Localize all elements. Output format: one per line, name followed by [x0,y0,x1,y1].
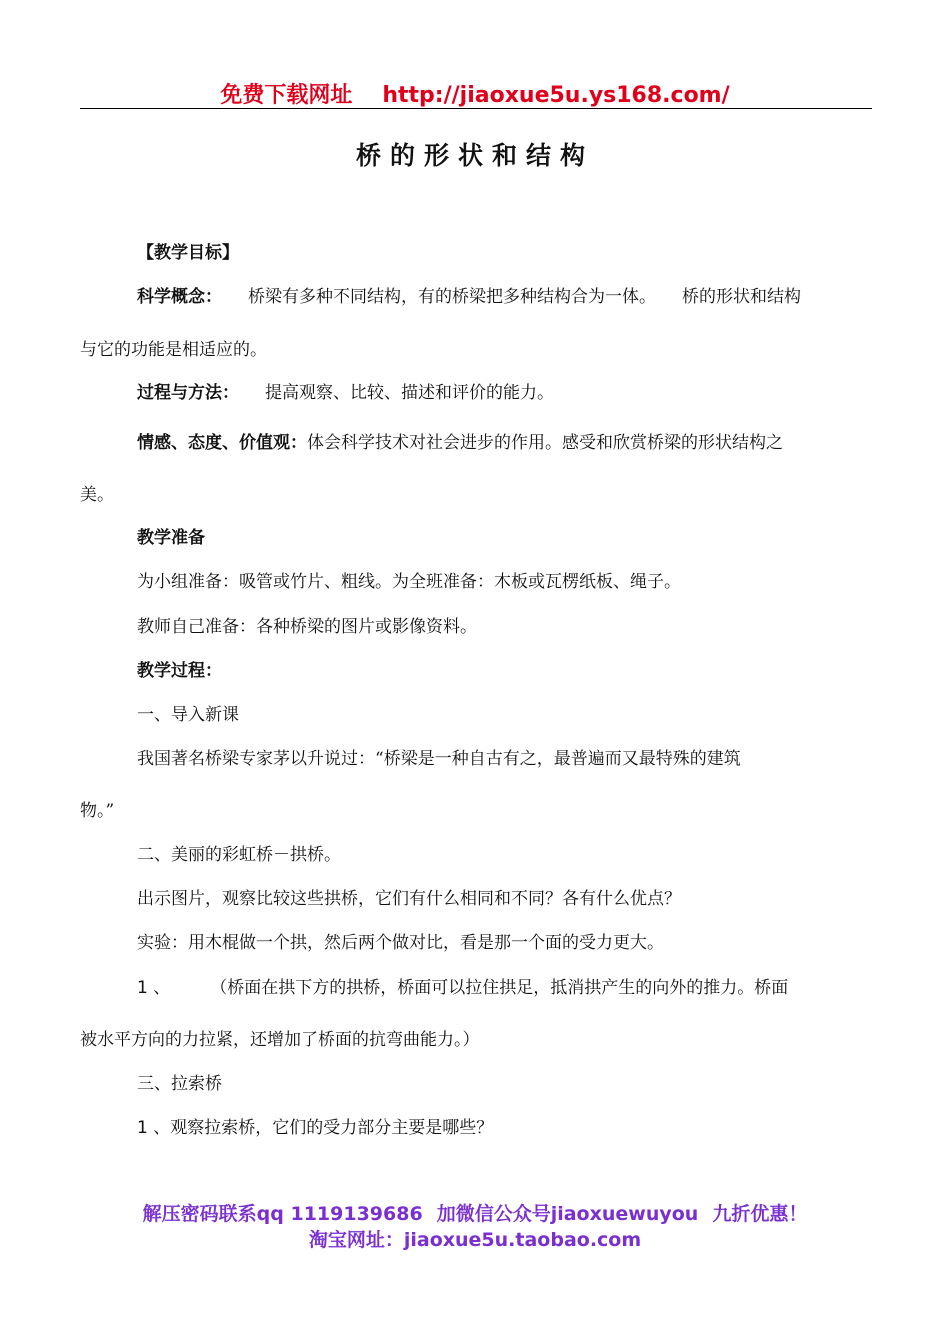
download-header [0,78,950,109]
section-2-heading: 二、美丽的彩虹桥－拱桥。 [137,845,341,865]
section-1-heading: 一、导入新课 [137,705,239,725]
process-method-text: 提高观察、比较、描述和评价的能力。 [265,383,554,403]
footer-wechat-account: jiaoxuewuyou [550,1203,699,1225]
teaching-process-heading: 教学过程： [137,661,222,681]
item-1-continuation: 被水平方向的力拉紧，还增加了桥面的抗弯曲能力。） [80,1030,480,1050]
footer-discount-text: 九折优惠！ [712,1203,808,1225]
experiment-paragraph: 实验：用木棍做一个拱，然后两个做对比，看是那一个面的受力更大。 [137,933,664,953]
section-3-heading: 三、拉索桥 [137,1074,222,1094]
science-concept-paragraph [137,285,872,309]
science-concept-continuation: 与它的功能是相适应的。 [80,340,267,360]
download-url-link[interactable]: http://jiaoxue5u.ys168.com/ [382,83,730,108]
footer-qq-number: qq 1119139686 [256,1203,423,1225]
page-title: 桥的形状和结构 [355,141,594,170]
emotion-label: 情感、态度、价值观： [137,433,307,453]
footer-taobao-label: 淘宝网址： [308,1229,404,1251]
emotion-continuation: 美。 [80,485,114,505]
item-2-paragraph [137,1116,872,1140]
show-pictures-paragraph: 出示图片，观察比较这些拱桥，它们有什么相同和不同？各有什么优点？ [137,889,681,909]
teacher-preparation: 教师自己准备：各种桥梁的图片或影像资料。 [137,617,477,637]
science-concept-text-2: 桥的形状和结构 [682,287,801,307]
process-method-label: 过程与方法： [137,383,239,403]
item-2-text: 观察拉索桥，它们的受力部分主要是哪些？ [170,1118,494,1138]
footer-wechat-label: 加微信公众号 [436,1203,551,1225]
item-1-number: 1 、 [137,978,171,998]
download-label: 免费下载网址 [220,83,353,108]
science-concept-label: 科学概念： [137,287,222,307]
footer-line-2 [0,1225,950,1252]
item-1-paragraph [137,976,872,1000]
preparation-heading: 教学准备 [137,528,205,548]
header-rule [80,108,872,109]
item-1-text: （桥面在拱下方的拱桥，桥面可以拉住拱足，抵消拱产生的向外的推力。桥面 [210,978,789,998]
science-concept-text: 桥梁有多种不同结构，有的桥梁把多种结构合为一体。 [248,287,656,307]
emotion-paragraph [137,431,872,455]
quote-continuation: 物。” [80,801,115,821]
emotion-text: 体会科学技术对社会进步的作用。感受和欣赏桥梁的形状结构之 [307,433,783,453]
objectives-heading: 【教学目标】 [137,243,239,263]
item-2-number: 1 、 [137,1118,171,1138]
footer-taobao-url-link[interactable]: jiaoxue5u.taobao.com [403,1229,642,1251]
footer-password-label: 解压密码联系 [142,1203,257,1225]
process-method-paragraph [137,381,872,405]
quote-paragraph: 我国著名桥梁专家茅以升说过：“桥梁是一种自古有之，最普遍而又最特殊的建筑 [137,749,741,769]
group-preparation: 为小组准备：吸管或竹片、粗线。为全班准备：木板或瓦楞纸板、绳子。 [137,572,681,592]
footer-line-1 [0,1199,950,1226]
